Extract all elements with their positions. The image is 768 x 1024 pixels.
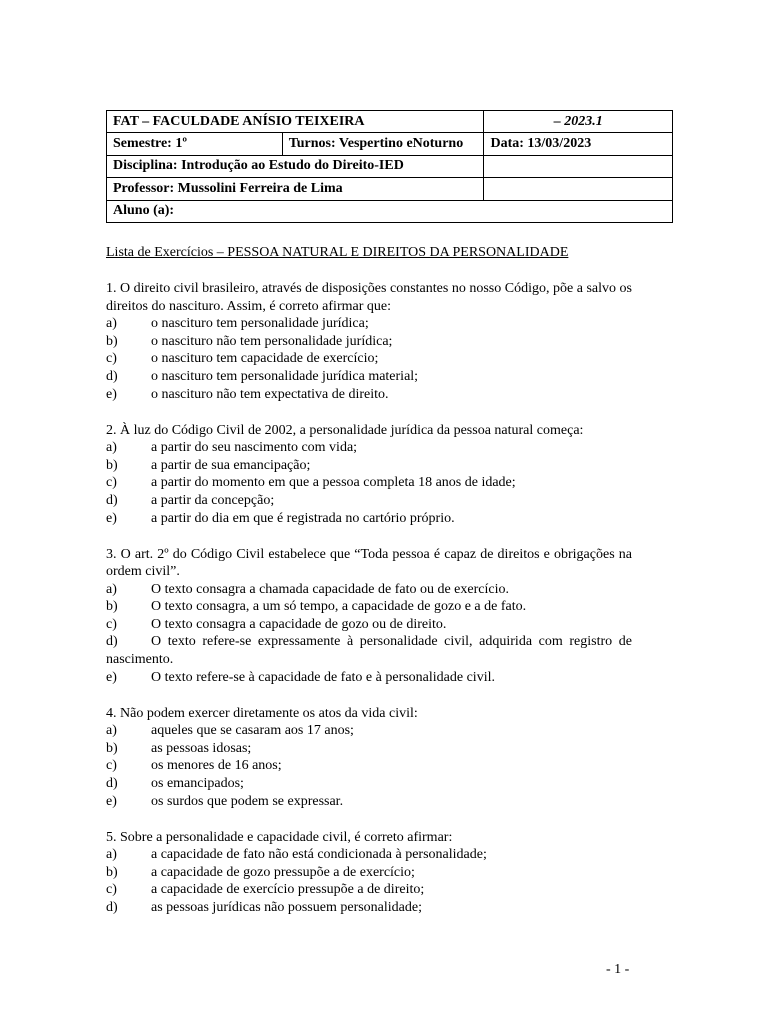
- question-4: [106, 705, 632, 811]
- option-text: a capacidade de gozo pressupõe a de exercício;: [151, 864, 415, 880]
- option-letter: d): [106, 776, 118, 792]
- option-letter: a): [106, 847, 117, 863]
- option-letter: a): [106, 316, 117, 332]
- option-c: [106, 881, 632, 899]
- option-text: a partir do dia em que é registrada no cartório próprio.: [151, 510, 455, 526]
- option-letter: b): [106, 599, 118, 615]
- question-stem: 1. O direito civil brasileiro, através de disposições constantes no nosso Código, põe a salvo os direitos do nascituro. Assim, é correto afirmar que:: [106, 281, 632, 314]
- option-text: os surdos que podem se expressar.: [151, 793, 344, 809]
- option-letter: a): [106, 440, 117, 456]
- option-d: [106, 633, 632, 668]
- option-b: [106, 740, 632, 758]
- header-table: [106, 110, 673, 223]
- question-5: [106, 829, 632, 917]
- option-text: O texto consagra a capacidade de gozo ou de direito.: [151, 616, 447, 632]
- option-text: as pessoas idosas;: [151, 740, 252, 756]
- option-a: [106, 315, 632, 333]
- option-text: o nascituro não tem expectativa de direito.: [151, 386, 389, 402]
- option-text: a partir de sua emancipação;: [151, 457, 311, 473]
- option-text: O texto consagra a chamada capacidade de fato ou de exercício.: [151, 581, 509, 597]
- option-letter: e): [106, 793, 117, 809]
- option-text: o nascituro não tem personalidade jurídica;: [151, 333, 393, 349]
- option-c: [106, 616, 632, 634]
- option-letter: c): [106, 351, 117, 367]
- student-field: Aluno (a):: [107, 200, 673, 222]
- question-3: [106, 546, 632, 687]
- option-letter: d): [106, 634, 118, 650]
- option-b: [106, 598, 632, 616]
- option-d: [106, 368, 632, 386]
- option-text: o nascituro tem capacidade de exercício;: [151, 351, 379, 367]
- option-letter: e): [106, 510, 117, 526]
- option-d: [106, 899, 632, 917]
- date-field: Data: 13/03/2023: [484, 133, 673, 155]
- option-text: os menores de 16 anos;: [151, 758, 282, 774]
- option-d: [106, 775, 632, 793]
- question-stem: 2. À luz do Código Civil de 2002, a personalidade jurídica da pessoa natural começa:: [106, 422, 584, 438]
- option-letter: c): [106, 475, 117, 491]
- option-letter: b): [106, 740, 118, 756]
- option-letter: a): [106, 581, 117, 597]
- option-e: [106, 510, 632, 528]
- option-letter: b): [106, 333, 118, 349]
- option-c: [106, 474, 632, 492]
- semester-field: Semestre: 1º: [107, 133, 283, 155]
- option-letter: d): [106, 368, 118, 384]
- question-stem: 3. O art. 2º do Código Civil estabelece que “Toda pessoa é capaz de direitos e obrigações na ordem civil”.: [106, 546, 632, 580]
- option-text: aqueles que se casaram aos 17 anos;: [151, 723, 354, 739]
- option-a: [106, 722, 632, 740]
- option-a: [106, 581, 632, 599]
- option-e: [106, 669, 632, 687]
- option-a: [106, 846, 632, 864]
- option-e: [106, 793, 632, 811]
- academic-period: – 2023.1: [484, 111, 673, 133]
- questions-list: [106, 280, 632, 935]
- option-a: [106, 439, 632, 457]
- option-text: a partir do momento em que a pessoa completa 18 anos de idade;: [151, 475, 516, 491]
- empty-cell: [484, 178, 673, 200]
- option-b: [106, 333, 632, 351]
- shifts-field: Turnos: Vespertino eNoturno: [282, 133, 484, 155]
- option-text: a capacidade de fato não está condicionada à personalidade;: [151, 847, 487, 863]
- professor-field: Professor: Mussolini Ferreira de Lima: [107, 178, 484, 200]
- option-letter: c): [106, 882, 117, 898]
- option-text: as pessoas jurídicas não possuem personalidade;: [151, 899, 422, 915]
- option-letter: d): [106, 492, 118, 508]
- option-letter: e): [106, 386, 117, 402]
- subject-field: Disciplina: Introdução ao Estudo do Direito-IED: [107, 155, 484, 177]
- option-letter: d): [106, 899, 118, 915]
- empty-cell: [484, 155, 673, 177]
- option-d: [106, 492, 632, 510]
- institution-name: FAT – FACULDADE ANÍSIO TEIXEIRA: [107, 111, 484, 133]
- option-text: a partir do seu nascimento com vida;: [151, 440, 358, 456]
- option-letter: b): [106, 457, 118, 473]
- option-text: O texto consagra, a um só tempo, a capacidade de gozo e a de fato.: [151, 599, 527, 615]
- option-text: O texto refere-se expressamente à personalidade civil, adquirida com registro de nascimento.: [106, 634, 632, 668]
- option-text: a partir da concepção;: [151, 492, 275, 508]
- option-b: [106, 864, 632, 882]
- page-number: - 1 -: [606, 962, 630, 977]
- option-letter: c): [106, 616, 117, 632]
- option-text: o nascituro tem personalidade jurídica material;: [151, 368, 419, 384]
- option-letter: a): [106, 723, 117, 739]
- option-letter: e): [106, 669, 117, 685]
- option-text: o nascituro tem personalidade jurídica;: [151, 316, 369, 332]
- option-text: O texto refere-se à capacidade de fato e à personalidade civil.: [151, 669, 495, 685]
- option-e: [106, 386, 632, 404]
- question-stem: 5. Sobre a personalidade e capacidade civil, é correto afirmar:: [106, 829, 453, 845]
- option-letter: c): [106, 758, 117, 774]
- option-text: os emancipados;: [151, 776, 244, 792]
- option-letter: b): [106, 864, 118, 880]
- question-2: [106, 422, 632, 528]
- option-text: a capacidade de exercício pressupõe a de direito;: [151, 882, 425, 898]
- option-b: [106, 457, 632, 475]
- question-stem: 4. Não podem exercer diretamente os atos da vida civil:: [106, 705, 418, 721]
- list-title: Lista de Exercícios – PESSOA NATURAL E DIREITOS DA PERSONALIDADE: [106, 245, 569, 260]
- option-c: [106, 350, 632, 368]
- question-1: [106, 280, 632, 403]
- option-c: [106, 757, 632, 775]
